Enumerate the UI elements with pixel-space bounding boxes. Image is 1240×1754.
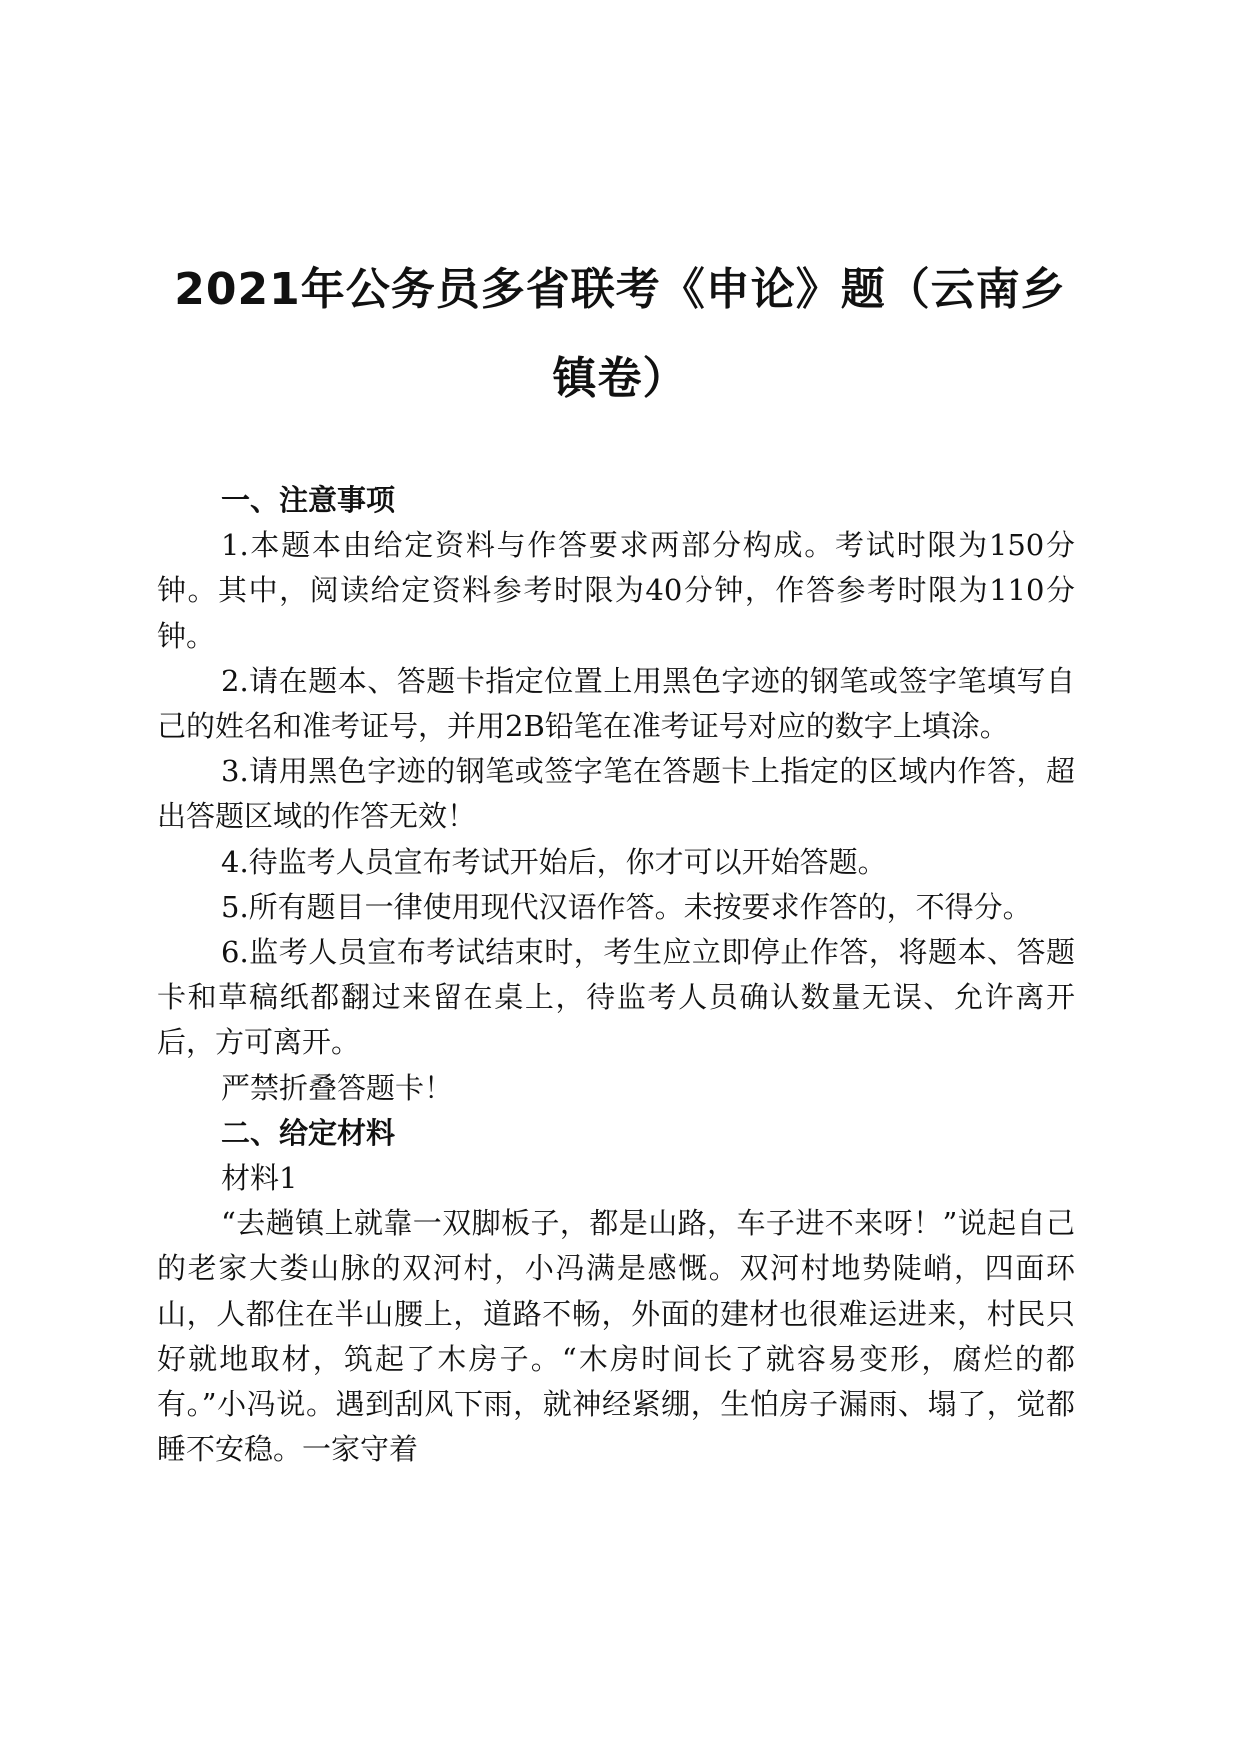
section-heading-notes: 一、注意事项 (221, 483, 396, 517)
note-item-2: 2.请在题本、答题卡指定位置上用黑色字迹的钢笔或签字笔填写自己的姓名和准考证号，并用2B铅笔在准考证号对应的数字上填涂。 (157, 663, 1075, 744)
material-1-paragraph: “去趟镇上就靠一双脚板子，都是山路，车子进不来呀！”说起自己的老家大娄山脉的双河村，小冯满是感慨。双河村地势陡峭，四面环山，人都住在半山腰上，道路不畅，外面的建材也很难运进来，村民只好就地取材，筑起了木房子。“木房时间长了就容易变形，腐烂的都有。”小冯说。遇到刮风下雨，就神经紧绷，生怕房子漏雨、塌了，觉都睡不安稳。一家守着 (157, 1206, 1075, 1467)
note-item-6: 6.监考人员宣布考试结束时，考生应立即停止作答，将题本、答题卡和草稿纸都翻过来留在桌上，待监考人员确认数量无误、允许离开后，方可离开。 (157, 935, 1075, 1060)
document-title-line-1: 2021年公务员多省联考《申论》题（云南乡 (174, 264, 1066, 315)
material-1-label: 材料1 (221, 1161, 298, 1196)
note-item-1: 1.本题本由给定资料与作答要求两部分构成。考试时限为150分钟。其中，阅读给定资料参考时限为40分钟，作答参考时限为110分钟。 (157, 528, 1075, 653)
note-item-3: 3.请用黑色字迹的钢笔或签字笔在答题卡上指定的区域内作答，超出答题区域的作答无效！ (157, 754, 1075, 834)
answer-card-warning: 严禁折叠答题卡！ (221, 1070, 454, 1105)
note-item-4: 4.待监考人员宣布考试开始后，你才可以开始答题。 (221, 844, 887, 879)
section-heading-materials: 二、给定材料 (221, 1115, 396, 1150)
note-item-5: 5.所有题目一律使用现代汉语作答。未按要求作答的，不得分。 (221, 889, 1032, 924)
document-title-line-2: 镇卷） (552, 353, 688, 404)
document-body (157, 478, 1075, 1472)
